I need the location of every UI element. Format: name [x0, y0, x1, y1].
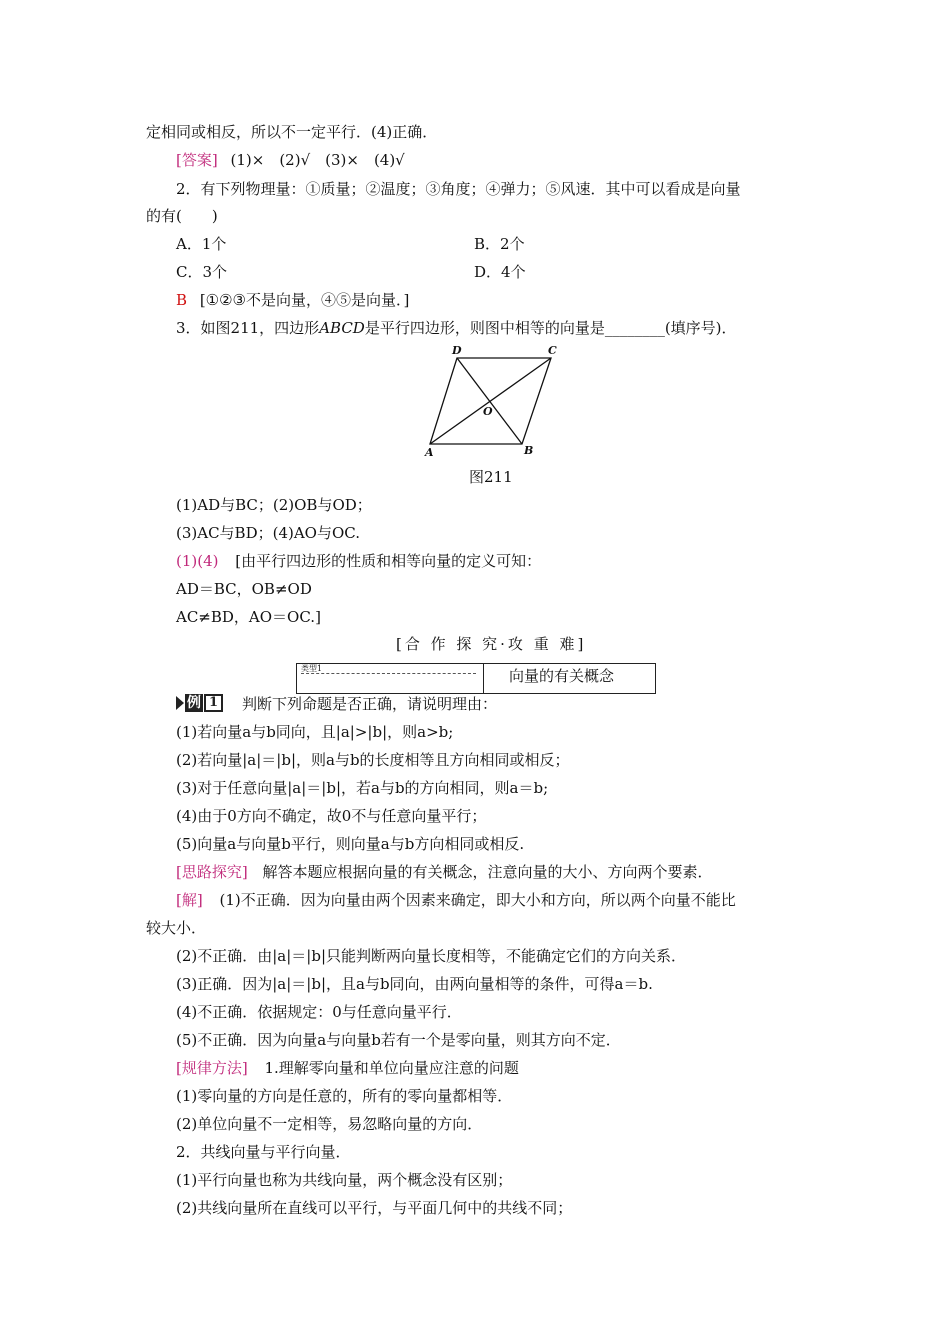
solution-line-1-cont: 较大小．: [146, 919, 207, 937]
thinking-text: 解答本题应根据向量的有关概念，注意向量的大小、方向两个要素．: [262, 863, 713, 881]
method-item-2b: (2)共线向量所在直线可以平行，与平面几何中的共线不同；: [176, 1199, 573, 1217]
proposition-1: (1)若向量a与b同向，且|a|>|b|，则a>b;: [176, 723, 454, 741]
solution-line-5: (5)不正确．因为向量a与向量b若有一个是零向量，则其方向不定．: [176, 1031, 621, 1049]
answer-explanation: [①②③不是向量，④⑤是向量．]: [199, 291, 410, 309]
vertex-label-d: D: [452, 344, 462, 357]
type-box-left: [297, 664, 484, 693]
method-item-2a: (1)平行向量也称为共线向量，两个概念没有区别；: [176, 1171, 513, 1189]
solution-line-3: (3)正确．因为|a|＝|b|，且a与b同向，由两向量相等的条件，可得a＝b.: [176, 975, 653, 993]
method-item-1a: (1)零向量的方向是任意的，所有的零向量都相等．: [176, 1087, 513, 1105]
question-3-options-2: (3)AC与BD；(4)AO与OC.: [176, 524, 360, 542]
type-label: 类型1: [301, 664, 323, 673]
proposition-2: (2)若向量|a|＝|b|，则a与b的长度相等且方向相同或相反；: [176, 751, 570, 769]
vertex-label-a: A: [425, 446, 434, 459]
parallelogram-figure: [420, 343, 570, 463]
option-a: A．1个: [176, 235, 227, 253]
dashed-rule: [301, 673, 476, 674]
stem-abcd: ABCD: [319, 319, 365, 337]
question-3-answer-line-2: AD＝BC，OB≠OD: [176, 580, 312, 598]
center-label-o: O: [483, 405, 493, 418]
question-2-stem: 2．有下列物理量：①质量；②温度；③角度；④弹力；⑤风速．其中可以看成是向量: [176, 180, 741, 198]
solution-text-1: (1)不正确．因为向量由两个因素来确定，即大小和方向，所以两个向量不能比: [219, 891, 736, 909]
vertex-label-c: C: [548, 344, 557, 357]
question-2-stem-cont: 的有( ): [146, 207, 218, 225]
type-box: [296, 663, 656, 694]
example-marker: [176, 693, 223, 713]
triangle-arrow-icon: [176, 696, 184, 710]
solution-line-4: (4)不正确．依据规定：0与任意向量平行．: [176, 1003, 462, 1021]
diagonal-bd: [457, 358, 522, 444]
solution-tag: [解]: [176, 891, 203, 909]
section-heading: [合 作 探 究·攻 重 难]: [396, 635, 587, 653]
example-label: 例: [187, 695, 201, 711]
question-3-options-1: (1)AD与BC；(2)OB与OD；: [176, 496, 372, 514]
question-3-answer: [176, 551, 541, 571]
solution-line-1: [176, 890, 736, 910]
answer-tag: (1)(4): [176, 552, 219, 570]
question-2-answer: [176, 290, 409, 310]
answer-letter: B: [176, 291, 188, 309]
vertex-label-b: B: [524, 444, 534, 457]
method-text: 1.理解零向量和单位向量应注意的问题: [264, 1059, 519, 1077]
question-3-stem: [176, 318, 737, 338]
answer-text: (1)× (2)√ (3)× (4)√: [230, 151, 405, 169]
proposition-5: (5)向量a与向量b平行，则向量a与b方向相同或相反.: [176, 835, 525, 853]
figure-caption: 图211: [469, 468, 513, 486]
answer-line: [176, 150, 405, 170]
method-tag: [规律方法]: [176, 1059, 248, 1077]
thinking-line: [176, 862, 713, 882]
option-d: D．4个: [474, 263, 526, 281]
method-item-2: 2．共线向量与平行向量．: [176, 1143, 351, 1161]
option-c: C．3个: [176, 263, 228, 281]
answer-tag: [答案]: [176, 151, 218, 169]
option-b: B．2个: [474, 235, 525, 253]
proposition-4: (4)由于0方向不确定，故0不与任意向量平行；: [176, 807, 487, 825]
stem-post: 是平行四边形，则图中相等的向量是________(填序号)．: [364, 319, 737, 337]
question-3-answer-line-3: AC≠BD，AO＝OC.]: [176, 608, 321, 626]
method-line-1: [176, 1058, 519, 1078]
diagonal-ac: [430, 358, 551, 444]
solution-line-2: (2)不正确．由|a|＝|b|只能判断两向量长度相等，不能确定它们的方向关系．: [176, 947, 687, 965]
stem-pre: 3．如图211，四边形: [176, 319, 320, 337]
type-title: 向量的有关概念: [509, 667, 615, 685]
paragraph-line: 定相同或相反，所以不一定平行．(4)正确．: [146, 123, 438, 141]
thinking-tag: [思路探究]: [176, 863, 248, 881]
example-intro: 判断下列命题是否正确，请说明理由：: [242, 695, 498, 713]
proposition-3: (3)对于任意向量|a|＝|b|，若a与b的方向相同，则a＝b;: [176, 779, 549, 797]
method-item-1b: (2)单位向量不一定相等，易忽略向量的方向．: [176, 1115, 483, 1133]
answer-explanation: [由平行四边形的性质和相等向量的定义可知：: [235, 552, 542, 570]
example-number: 1: [204, 694, 223, 712]
